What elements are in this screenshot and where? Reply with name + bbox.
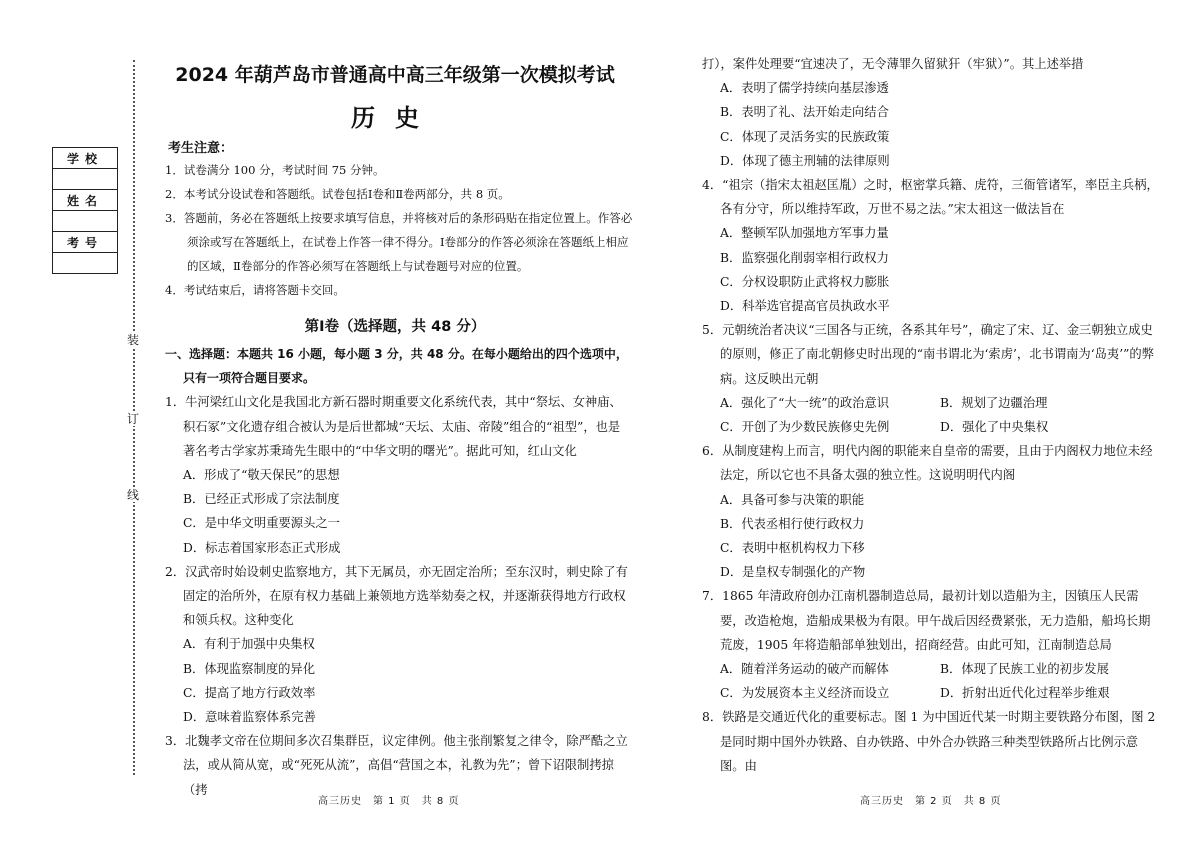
question-option: B．体现了民族工业的初步发展 <box>940 662 1109 677</box>
question-option: A．表明了儒学持续向基层渗透 <box>720 81 889 96</box>
subject-title: 历史 <box>351 104 439 132</box>
question-stem: 3．北魏孝文帝在位期间多次召集群臣，议定律例。他主张削繁复之律令，除严酷之立法，或从简从宽，或“死死从流”，高倡“营国之本，礼教为先”；曾下诏限制拷掠（拷 <box>165 734 628 797</box>
school-label: 学校 <box>53 148 118 169</box>
notice-item: 2．本考试分设试卷和答题纸。试卷包括Ⅰ卷和Ⅱ卷两部分，共 8 页。 <box>165 187 510 201</box>
notice-heading: 考生注意： <box>168 141 234 156</box>
option-row <box>702 657 1160 681</box>
binding-char-zhuang: 装 <box>127 333 140 347</box>
notice-item: 4．考试结束后，请将答题卡交回。 <box>165 283 345 297</box>
question-option: A．具备可参与决策的职能 <box>720 492 865 507</box>
question-stem: 4．“祖宗（指宋太祖赵匡胤）之时，枢密掌兵籍、虎符，三衙管诸军，率臣主兵柄，各有分守，所以维持军政，万世不易之法。”宋太祖这一做法旨在 <box>702 178 1159 217</box>
question-option: B．规划了边疆治理 <box>940 395 1048 410</box>
question-option: B．监察强化削弱宰相行政权力 <box>720 250 889 265</box>
notice-item: 3．答题前，务必在答题纸上按要求填写信息，并将核对后的条形码贴在指定位置上。作答必须涂或写在答题纸上，在试卷上作答一律不得分。Ⅰ卷部分的作答必须涂在答题纸上相应的区域，Ⅱ卷部分的作答必须写在答题纸上与试卷题号对应的位置。 <box>165 211 633 273</box>
question-option: D．体现了德主刑辅的法律原则 <box>720 153 890 168</box>
question-option: C．提高了地方行政效率 <box>183 685 316 700</box>
notice-item: 1．试卷满分 100 分，考试时间 75 分钟。 <box>165 163 385 177</box>
question-option: A．随着洋务运动的破产而解体 <box>720 662 889 677</box>
option-row <box>702 391 1160 415</box>
question-stem: 1．牛河梁红山文化是我国北方新石器时期重要文化系统代表，其中“祭坛、女神庙、积石冢”文化遗存组合被认为是后世都城“天坛、太庙、帝陵”组合的“祖型”，也是著名考古学家苏秉琦先生眼中的“中华文明的曙光”。据此可知，红山文化 <box>165 395 622 458</box>
school-field[interactable] <box>53 169 118 190</box>
student-info-table <box>52 147 118 274</box>
question-3-continuation: 打），案件处理要“宜速决了，无令薄罪久留狱犴（牢狱）”。其上述举措 <box>702 57 1084 71</box>
question-stem: 5．元朝统治者决议“三国各与正统，各系其年号”，确定了宋、辽、金三朝独立成史的原则，修正了南北朝修史时出现的“南书谓北为‘索虏’，北书谓南为‘岛夷’”的弊病。这反映出元朝 <box>702 323 1155 386</box>
question-option: A．有利于加强中央集权 <box>183 637 315 652</box>
question-option: D．折射出近代化过程举步维艰 <box>940 686 1110 701</box>
question-option: C．为发展资本主义经济而设立 <box>720 686 890 701</box>
question-stem: 2．汉武帝时始设刺史监察地方，其下无属员，亦无固定治所；至东汉时，刺史除了有固定的治所外，在原有权力基础上兼领地方选举劾奏之权，并逐渐获得地方行政权和领兵权。这种变化 <box>165 564 628 628</box>
page-footer-left: 高三历史 第 1 页 共 8 页 <box>318 796 460 807</box>
question-option: D．强化了中央集权 <box>940 420 1049 435</box>
section-instruction: 一、选择题：本题共 16 小题，每小题 3 分，共 48 分。在每小题给出的四个选项中，只有一项符合题目要求。 <box>165 347 628 386</box>
question-option: B．体现监察制度的异化 <box>183 661 316 676</box>
exam-title: 2024 年葫芦岛市普通高中高三年级第一次模拟考试 <box>175 64 615 86</box>
question-stem: 7．1865 年清政府创办江南机器制造总局，最初计划以造船为主，因镇压人民需要，改造枪炮，造船成果极为有限。甲午战后因经费紧张，无力造船，船坞长期荒废，1905 年将造船部单独划出，招商经营。由此可知，江南制造总局 <box>702 589 1151 652</box>
section-title: 第Ⅰ卷（选择题，共 48 分） <box>304 319 486 335</box>
question-option: D．标志着国家形态正式形成 <box>183 540 341 555</box>
question-option: C．分权设职防止武将权力膨胀 <box>720 274 890 289</box>
question-option: B．表明了礼、法开始走向结合 <box>720 105 889 120</box>
question-option: A．整顿军队加强地方军事力量 <box>720 226 889 241</box>
page-footer-right: 高三历史 第 2 页 共 8 页 <box>860 796 1002 807</box>
name-field[interactable] <box>53 211 118 232</box>
question-option: A．强化了“大一统”的政治意识 <box>720 395 890 410</box>
question-option: B．代表丞相行使行政权力 <box>720 516 865 531</box>
question-option: C．开创了为少数民族修史先例 <box>720 420 890 435</box>
option-row <box>702 681 1160 705</box>
question-option: A．形成了“敬天保民”的思想 <box>183 468 340 483</box>
question-option: B．已经正式形成了宗法制度 <box>183 492 340 507</box>
question-option: D．科举选官提高官员执政水平 <box>720 299 890 314</box>
question-option: D．意味着监察体系完善 <box>183 710 316 725</box>
right-question-column <box>702 52 1160 778</box>
exam-number-field[interactable] <box>53 253 118 274</box>
option-row <box>702 415 1160 439</box>
question-stem: 6．从制度建构上而言，明代内阁的职能来自皇帝的需要，且由于内阁权力地位未经法定，所以它也不具备太强的独立性。这说明明代内阁 <box>702 444 1153 483</box>
binding-char-xian: 线 <box>127 488 140 502</box>
binding-char-ding: 订 <box>127 412 140 426</box>
question-option: D．是皇权专制强化的产物 <box>720 565 866 580</box>
question-stem: 8．铁路是交通近代化的重要标志。图 1 为中国近代某一时期主要铁路分布图，图 2 是同时期中国外办铁路、自办铁路、中外合办铁路三种类型铁路所占比例示意图。由 <box>702 710 1156 773</box>
name-label: 姓名 <box>53 190 118 211</box>
exam-number-label: 考号 <box>53 232 118 253</box>
question-option: C．体现了灵活务实的民族政策 <box>720 129 890 144</box>
left-question-column <box>165 342 630 802</box>
notice-list <box>165 158 635 302</box>
question-option: C．表明中枢机构权力下移 <box>720 541 865 556</box>
question-option: C．是中华文明重要源头之一 <box>183 516 340 531</box>
